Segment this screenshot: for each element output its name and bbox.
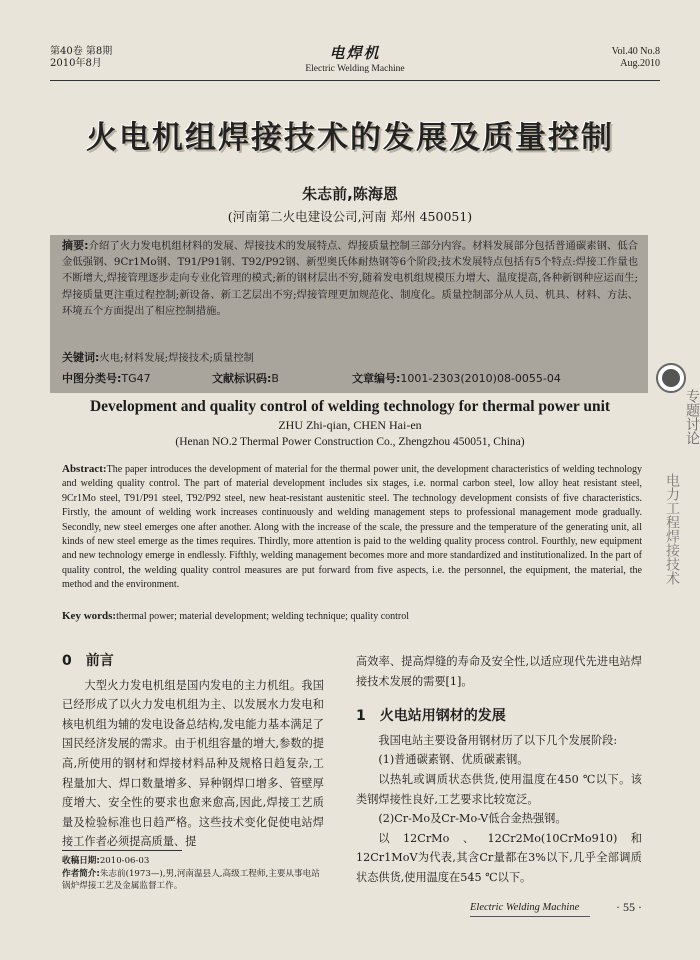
date-cn: 2010年8月 xyxy=(50,58,102,69)
article-title-cn: 火电机组焊接技术的发展及质量控制 xyxy=(86,120,614,156)
keywords-en-label: Key words: xyxy=(62,610,117,622)
abstract-en-label: Abstract: xyxy=(62,463,107,475)
section-0-paragraph-cont: 高效率、提高焊缝的寿命及安全性,以适应现代先进电站焊接技术发展的需要[1]。 xyxy=(356,655,642,688)
column-left xyxy=(62,652,324,852)
journal-name-en: Electric Welding Machine xyxy=(305,64,405,74)
abstract-en-text: The paper introduces the development of material for the thermal power unit, the development characteristics of welding technology and welding quality control. The part of material development includes six stages, i.e. normal carbon steel, low alloy heat resistant steel, 9Cr1Mo steel, T91/P91 steel, T92/P92 steel, new heat-resistant austenitic steel. The technology development consists of five characteristics. Firstly, the amount of welding work increases continuously and welding management steps to professional management mode gradually. Secondly, new steel emerges one after another. Along with the increase of the scale, the pressure and the temperature of the generating unit, all kinds of new steel emerge as the times requires. Thirdly, more attention is paid to the welding quality process control. Fourthly, new equipment and new technology emerge in endlessly. Fifthly, welding management becomes more and more standardized and institutionalized. In the part of quality control, the welding quality control measures are put forward from five aspects, i.e. the personnel, the equipment, the material, the method and the environment. xyxy=(62,464,642,591)
authors-cn: 朱志前,陈海恩 xyxy=(302,185,398,203)
keywords-en-text: thermal power; material development; welding technique; quality control xyxy=(116,611,410,622)
article-value: 1001-2303(2010)08-0055-04 xyxy=(400,372,561,385)
sidebar-vertical-text: 电力工程焊接技术 xyxy=(664,473,680,585)
column-right xyxy=(356,652,642,888)
article-title-en: Development and quality control of welding technology for thermal power unit xyxy=(89,398,611,415)
section-1-heading xyxy=(356,707,642,727)
affiliation-cn: (河南第二火电建设公司,河南 郑州 450051) xyxy=(227,209,473,224)
doc-label: 文献标识码: xyxy=(212,372,272,385)
abstract-en xyxy=(62,462,642,593)
article-label: 文章编号: xyxy=(352,372,401,385)
list-item-1-text: 以热轧或调质状态供货,使用温度在450 ℃以下。该类钢焊接性良好,工艺要求比较宽泛。 xyxy=(356,772,642,806)
section-0-number: 0 xyxy=(62,653,72,669)
abstract-cn-text: 介绍了火力发电机组材料的发展、焊接技术的发展特点、焊接质量控制三部分内容。材料发展部分包括普通碳素钢、低合金低强钢、9Cr1Mo钢、T91/P91钢、T92/P92钢、新型奥氏体耐热钢等6个阶段;技术发展特点包括有5个特点:焊接工作量也不断增大,焊接管理逐步走向专业化管理的模式;新的钢材层出不穷,随着发电机组规模压力增大、温度提高,各种新钢种应运而生;焊接质量更注重过程控制;新设备、新工艺层出不穷;焊接管理更加规范化、制度化。质量控制部分从人员、机具、材料、方法、环境五个方面提出了相应控制措施。 xyxy=(62,240,638,317)
section-0-title: 前言 xyxy=(85,653,114,669)
volume-en: Vol.40 No.8 xyxy=(611,46,660,57)
date-en: Aug.2010 xyxy=(620,58,660,69)
clc-label: 中图分类号: xyxy=(62,372,122,385)
clc-value: TG47 xyxy=(121,372,151,385)
footnote xyxy=(62,855,324,893)
abstract-cn-label: 摘要: xyxy=(62,239,89,252)
section-0-paragraph: 大型火力发电机组是国内发电的主力机组。我国已经形成了以火力发电机组为主、以发展水力发电和核电机组为辅的发电设备总结构,发电能力基本满足了国民经济发展的需求。由于机组容量的增大,参数的提高,所使用的钢材和焊接材料品种及规格日趋复杂,工程量加大、焊口数量增多、异种钢焊口增多、管壁厚度增大、安全性的要求也愈来愈高,因此,焊接工艺质量及检验标准也日趋严格。这些技术变化促使电站焊接工作者必须提高质量、提 xyxy=(62,678,324,849)
page-header xyxy=(50,40,660,81)
received-label: 收稿日期: xyxy=(62,856,100,866)
section-0-heading xyxy=(62,652,324,672)
keywords-en xyxy=(62,610,642,622)
page-number: · 55 · xyxy=(616,900,642,914)
footer-journal: Electric Welding Machine xyxy=(470,902,580,913)
affiliation-en: (Henan NO.2 Thermal Power Construction Co., Zhengzhou 450051, China) xyxy=(175,436,525,448)
list-item-2: (2)Cr-Mo及Cr-Mo-V低合金热强钢。 xyxy=(378,812,567,826)
doc-code xyxy=(212,370,279,386)
keywords-cn-text: 火电;材料发展;焊接技术;质量控制 xyxy=(99,352,254,364)
doc-value: B xyxy=(271,372,279,385)
article-number xyxy=(352,370,561,386)
journal-logo-cn: 电焊机 xyxy=(329,44,381,62)
abstract-cn xyxy=(62,238,638,319)
keywords-cn xyxy=(62,349,254,365)
author-bio-text: 朱志前(1973—),男,河南温县人,高级工程师,主要从事电站锅炉焊接工艺及金属监督工作。 xyxy=(62,868,320,891)
sidebar-tab xyxy=(646,345,700,610)
footer-rule xyxy=(470,916,590,917)
clc-code xyxy=(62,370,151,386)
volume-cn: 第40卷 第8期 xyxy=(50,46,113,57)
section-1-intro: 我国电站主要设备用钢材历了以下几个发展阶段: xyxy=(378,733,618,747)
footnote-separator xyxy=(62,850,182,851)
header-center xyxy=(50,42,660,74)
list-item-2-text: 以12CrMo、12Cr2Mo(10CrMo910)和12Cr1MoV为代表,其含Cr量都在3%以下,几乎全部调质状态供货,使用温度在545 ℃以下。 xyxy=(356,831,642,884)
list-item-1: (1)普通碳素钢、优质碳素钢。 xyxy=(378,753,529,767)
section-1-number: 1 xyxy=(356,708,366,725)
topic-label: 专题讨论 xyxy=(684,389,700,445)
header-right xyxy=(612,46,660,70)
authors-en: ZHU Zhi-qian, CHEN Hai-en xyxy=(278,418,422,432)
received-value: 2010-06-03 xyxy=(99,856,150,866)
received-date xyxy=(62,855,324,868)
keywords-cn-label: 关键词: xyxy=(62,351,100,364)
author-bio-label: 作者简介: xyxy=(62,868,100,879)
section-1-title: 火电站用钢材的发展 xyxy=(379,708,506,725)
author-bio xyxy=(62,868,324,893)
